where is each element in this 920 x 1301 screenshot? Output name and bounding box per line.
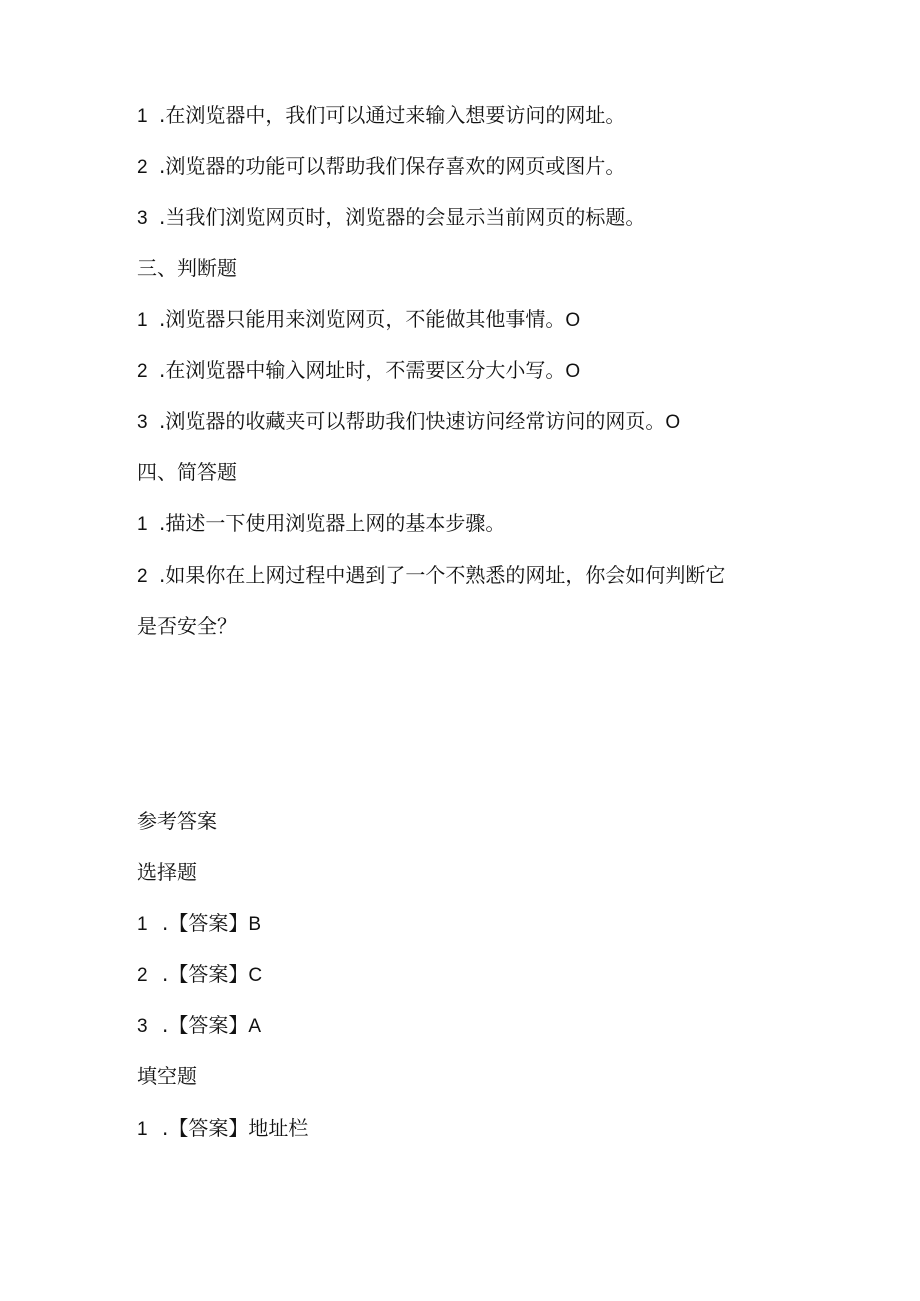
true-false-question bbox=[137, 407, 680, 437]
question-text-continuation: 是否安全？ bbox=[137, 614, 237, 638]
answer-prefix: .【答案】 bbox=[162, 1013, 249, 1037]
question-text: .浏览器的收藏夹可以帮助我们快速访问经常访问的网页。 bbox=[159, 409, 666, 433]
question-text: .在浏览器中输入网址时，不需要区分大小写。 bbox=[159, 358, 566, 382]
question-number: 3 bbox=[137, 208, 148, 229]
answer-value: C bbox=[248, 965, 263, 986]
question-text: .如果你在上网过程中遇到了一个不熟悉的网址，你会如何判断它 bbox=[159, 563, 726, 587]
answer-item bbox=[137, 1114, 308, 1144]
question-text: .浏览器只能用来浏览网页，不能做其他事情。 bbox=[159, 307, 566, 331]
answer-item bbox=[137, 909, 261, 939]
answer-mark: O bbox=[565, 361, 581, 382]
question-text: .在浏览器中，我们可以通过来输入想要访问的网址。 bbox=[159, 103, 626, 127]
true-false-question bbox=[137, 356, 580, 386]
section-heading-short-answer: 四、简答题 bbox=[137, 460, 237, 484]
answer-number: 3 bbox=[137, 1016, 148, 1037]
short-answer-question bbox=[137, 509, 505, 539]
answer-prefix: .【答案】 bbox=[162, 1116, 249, 1140]
fill-in-question bbox=[137, 152, 625, 182]
question-number: 1 bbox=[137, 310, 148, 331]
answer-item bbox=[137, 960, 262, 990]
section-heading-true-false: 三、判断题 bbox=[137, 256, 237, 280]
question-number: 2 bbox=[137, 157, 148, 178]
question-text: .浏览器的功能可以帮助我们保存喜欢的网页或图片。 bbox=[159, 154, 626, 178]
answer-mark: O bbox=[565, 310, 581, 331]
answer-value: 地址栏 bbox=[248, 1116, 309, 1140]
short-answer-question bbox=[137, 561, 725, 591]
answer-prefix: .【答案】 bbox=[162, 962, 249, 986]
answer-prefix: .【答案】 bbox=[162, 911, 249, 935]
answer-value: B bbox=[248, 914, 262, 935]
question-number: 1 bbox=[137, 514, 148, 535]
answer-number: 1 bbox=[137, 1119, 148, 1140]
question-text: .当我们浏览网页时，浏览器的会显示当前网页的标题。 bbox=[159, 205, 646, 229]
fill-in-question bbox=[137, 203, 645, 233]
answers-heading: 参考答案 bbox=[137, 809, 217, 833]
answer-number: 2 bbox=[137, 965, 148, 986]
question-text: .描述一下使用浏览器上网的基本步骤。 bbox=[159, 511, 506, 535]
fill-in-question bbox=[137, 101, 625, 131]
answers-choice-heading: 选择题 bbox=[137, 860, 197, 884]
answer-mark: O bbox=[665, 412, 681, 433]
answer-item bbox=[137, 1011, 261, 1041]
question-number: 1 bbox=[137, 106, 148, 127]
answer-value: A bbox=[248, 1016, 262, 1037]
answer-number: 1 bbox=[137, 914, 148, 935]
question-number: 2 bbox=[137, 566, 148, 587]
true-false-question bbox=[137, 305, 580, 335]
answers-fill-in-heading: 填空题 bbox=[137, 1064, 197, 1088]
question-number: 3 bbox=[137, 412, 148, 433]
question-number: 2 bbox=[137, 361, 148, 382]
